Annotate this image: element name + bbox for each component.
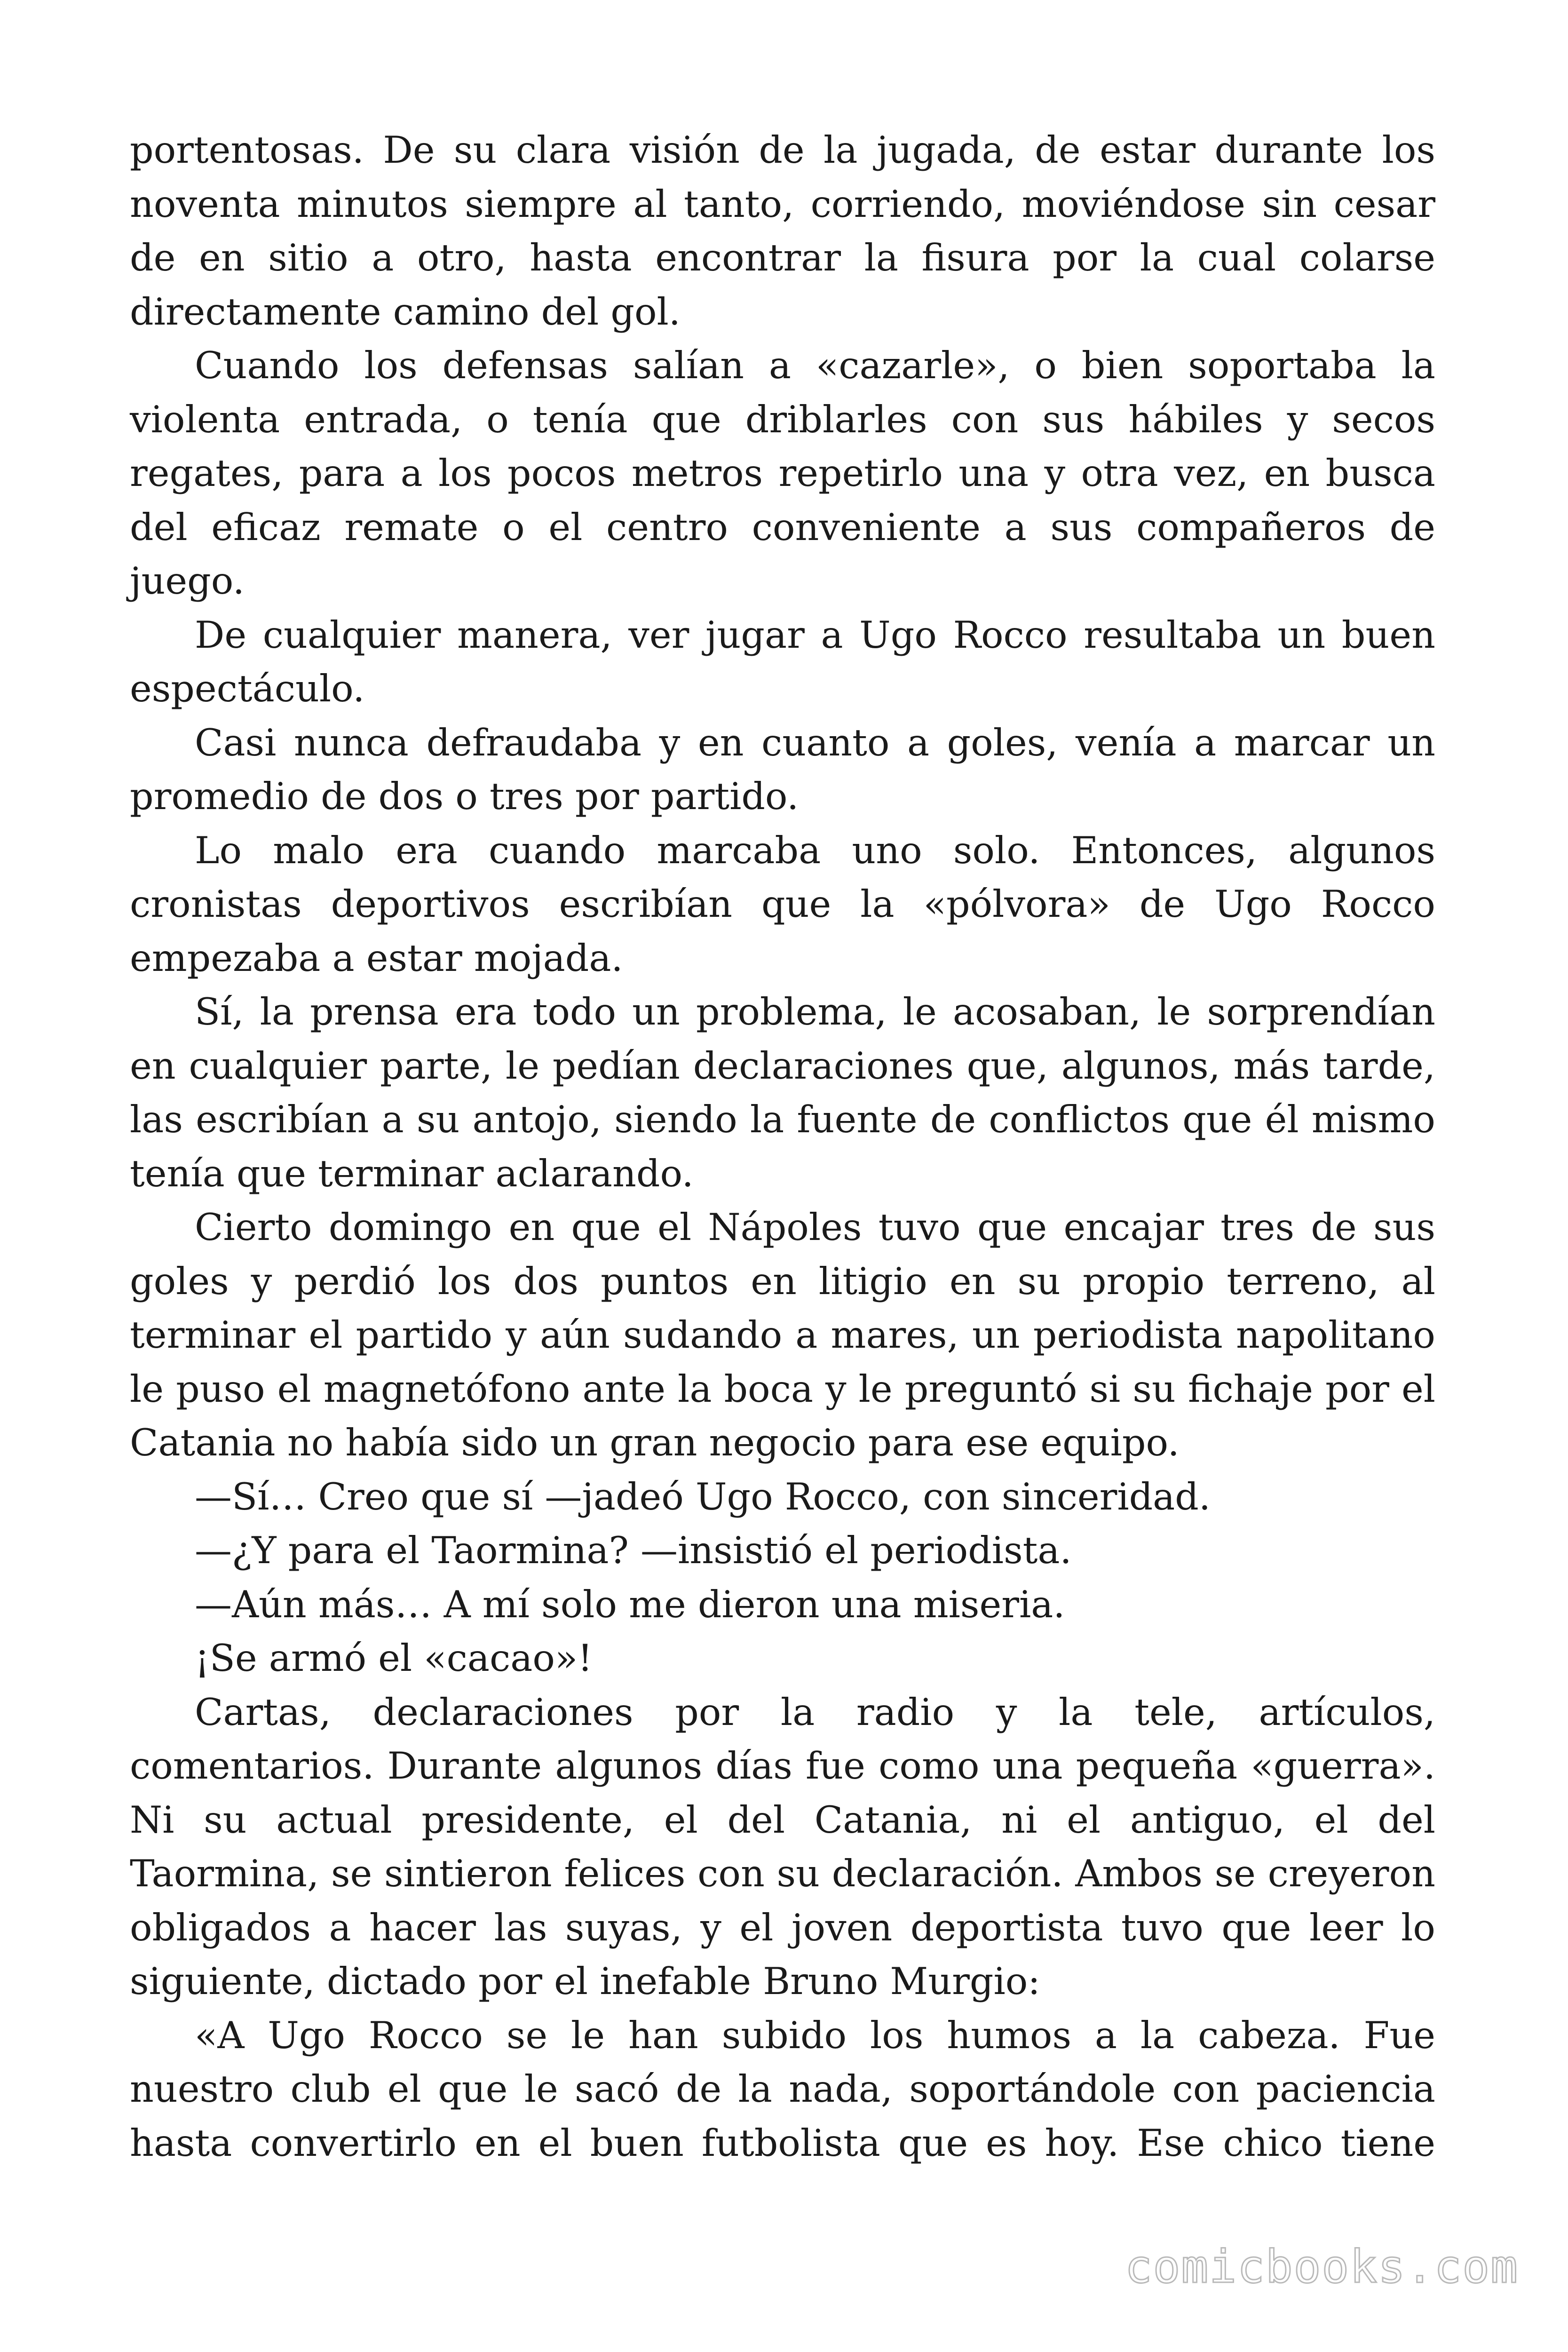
dialogue-line-3: —Aún más… A mí solo me dieron una miseria.	[195, 1582, 1065, 1626]
body-text	[130, 123, 1435, 2170]
paragraph-7: Cierto domingo en que el Nápoles tuvo que encajar tres de sus goles y perdió los dos puntos en litigio en su propio terreno, al terminar el partido y aún sudando a mares, un periodista napolitano le puso el magnetófono ante la boca y le preguntó si su fichaje por el Catania no había sido un gran negocio para ese equipo.	[130, 1206, 1435, 1464]
paragraph-6: Sí, la prensa era todo un problema, le acosaban, le sorprendían en cualquier parte, le pedían declaraciones que, algunos, más tarde, las escribían a su antojo, siendo la fuente de conflictos que él mismo tenía que terminar aclarando.	[130, 990, 1435, 1195]
dialogue-line-2: —¿Y para el Taormina? —insistió el periodista.	[195, 1529, 1072, 1572]
paragraph-4: Casi nunca defraudaba y en cuanto a goles, venía a marcar un promedio de dos o tres por partido.	[130, 721, 1435, 818]
dialogue-line-1: —Sí… Creo que sí —jadeó Ugo Rocco, con sinceridad.	[195, 1475, 1211, 1518]
paragraph-3: De cualquier manera, ver jugar a Ugo Rocco resultaba un buen espectáculo.	[130, 613, 1435, 710]
paragraph-2: Cuando los defensas salían a «cazarle», o bien soportaba la violenta entrada, o tenía que driblarles con sus hábiles y secos regates, para a los pocos metros repetirlo una y otra vez, en busca del eficaz remate o el centro conveniente a sus compañeros de juego.	[130, 344, 1435, 603]
paragraph-13: «A Ugo Rocco se le han subido los humos a la cabeza. Fue nuestro club el que le sacó de la nada, soportándole con paciencia hasta convertirlo en el buen futbolista que es hoy. Ese chico tiene	[130, 2013, 1435, 2165]
watermark: comicbooks.com	[1125, 2241, 1519, 2293]
paragraph-12: Cartas, declaraciones por la radio y la tele, artículos, comentarios. Durante algunos días fue como una pequeña «guerra». Ni su actual presidente, el del Catania, ni el antiguo, el del Taormina, se sintieron felices con su declaración. Ambos se creyeron obligados a hacer las suyas, y el joven deportista tuvo que leer lo siguiente, dictado por el inefable Bruno Murgio:	[130, 1690, 1435, 2003]
paragraph-11: ¡Se armó el «cacao»!	[195, 1637, 593, 1680]
paragraph-1: portentosas. De su clara visión de la jugada, de estar durante los noventa minutos siempre al tanto, corriendo, moviéndose sin cesar de en sitio a otro, hasta encontrar la fisura por la cual colarse directamente camino del gol.	[130, 128, 1435, 334]
paragraph-5: Lo malo era cuando marcaba uno solo. Entonces, algunos cronistas deportivos escribían que la «pólvora» de Ugo Rocco empezaba a estar mojada.	[130, 828, 1435, 980]
